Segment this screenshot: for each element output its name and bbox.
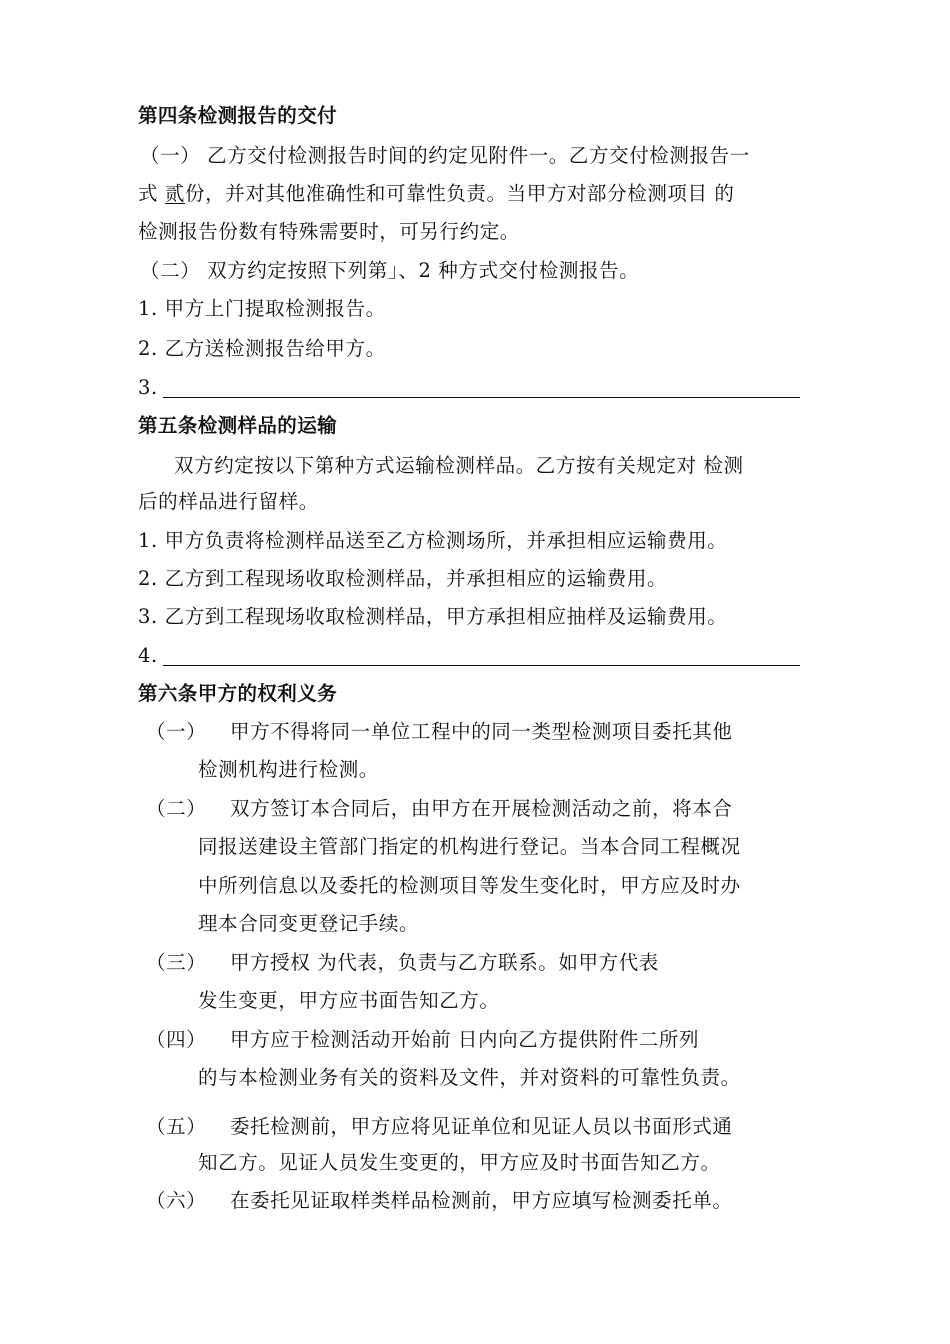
article-4-clause-1-line-1: （一） 乙方交付检测报告时间的约定见附件一。乙方交付检测报告一 bbox=[140, 144, 750, 167]
article-6-clause-2-line-1: 双方签订本合同后，由甲方在开展检测活动之前，将本合 bbox=[230, 797, 733, 820]
article-6-clause-5-marker: （五） bbox=[146, 1115, 207, 1138]
article-6-clause-2-line-4: 理本合同变更登记手续。 bbox=[198, 912, 420, 935]
article-6-clause-1-line-1: 甲方不得将同一单位工程中的同一类型检测项目委托其他 bbox=[230, 720, 733, 743]
article-6-clause-6-marker: （六） bbox=[146, 1189, 207, 1212]
article-4-heading: 第四条检测报告的交付 bbox=[138, 104, 338, 127]
article-6-clause-4-line-1: 甲方应于检测活动开始前 日内向乙方提供附件二所列 bbox=[230, 1028, 700, 1051]
article-6-clause-5-line-1: 委托检测前，甲方应将见证单位和见证人员以书面形式通 bbox=[230, 1115, 733, 1138]
article-4-item-3-blank bbox=[163, 397, 800, 398]
article-6-clause-2-line-3: 中所列信息以及委托的检测项目等发生变化时，甲方应及时办 bbox=[198, 874, 741, 897]
article-4-clause-1-line-3: 检测报告份数有特殊需要时，可另行约定。 bbox=[138, 220, 520, 243]
copies-prefix: 式 bbox=[138, 182, 165, 205]
article-6-clause-2-marker: （二） bbox=[146, 797, 207, 820]
article-6-clause-1-marker: （一） bbox=[146, 720, 207, 743]
article-4-item-2: 2. 乙方送检测报告给甲方。 bbox=[138, 337, 386, 360]
article-6-clause-3-line-2: 发生变更，甲方应书面告知乙方。 bbox=[198, 989, 500, 1012]
article-6-clause-1-line-2: 检测机构进行检测。 bbox=[198, 758, 379, 781]
article-4-clause-2: （二） 双方约定按照下列第」、2 种方式交付检测报告。 bbox=[140, 259, 640, 282]
article-6-clause-3-line-1: 甲方授权 为代表，负责与乙方联系。如甲方代表 bbox=[230, 951, 659, 974]
article-6-clause-6-line-1: 在委托见证取样类样品检测前，甲方应填写检测委托单。 bbox=[230, 1189, 733, 1212]
article-6-clause-2-line-2: 同报送建设主管部门指定的机构进行登记。当本合同工程概况 bbox=[198, 835, 741, 858]
article-5-item-3: 3. 乙方到工程现场收取检测样品，甲方承担相应抽样及运输费用。 bbox=[138, 605, 728, 628]
article-6-clause-5-line-2: 知乙方。见证人员发生变更的，甲方应及时书面告知乙方。 bbox=[198, 1151, 721, 1174]
copies-count: 贰 bbox=[164, 182, 186, 205]
article-4-item-3: 3. bbox=[138, 376, 158, 399]
article-5-heading: 第五条检测样品的运输 bbox=[138, 414, 338, 437]
article-5-item-1: 1. 甲方负责将检测样品送至乙方检测场所，并承担相应运输费用。 bbox=[138, 529, 728, 552]
article-6-clause-4-line-2: 的与本检测业务有关的资料及文件，并对资料的可靠性负责。 bbox=[198, 1066, 741, 1089]
article-4-item-1: 1. 甲方上门提取检测报告。 bbox=[138, 297, 386, 320]
article-5-item-4: 4. bbox=[138, 644, 158, 667]
article-4-clause-1-line-2 bbox=[138, 182, 735, 206]
article-6-heading: 第六条甲方的权利义务 bbox=[138, 682, 338, 705]
article-5-item-4-blank bbox=[163, 665, 800, 666]
article-5-intro-line-2: 后的样品进行留样。 bbox=[138, 490, 319, 513]
article-5-intro-line-1: 双方约定按以下第种方式运输检测样品。乙方按有关规定对 检测 bbox=[174, 454, 744, 477]
article-6-clause-3-marker: （三） bbox=[146, 951, 207, 974]
copies-suffix: 份，并对其他准确性和可靠性负责。当甲方对部分检测项目 的 bbox=[185, 182, 735, 205]
article-6-clause-4-marker: （四） bbox=[146, 1028, 207, 1051]
article-5-item-2: 2. 乙方到工程现场收取检测样品，并承担相应的运输费用。 bbox=[138, 567, 668, 590]
